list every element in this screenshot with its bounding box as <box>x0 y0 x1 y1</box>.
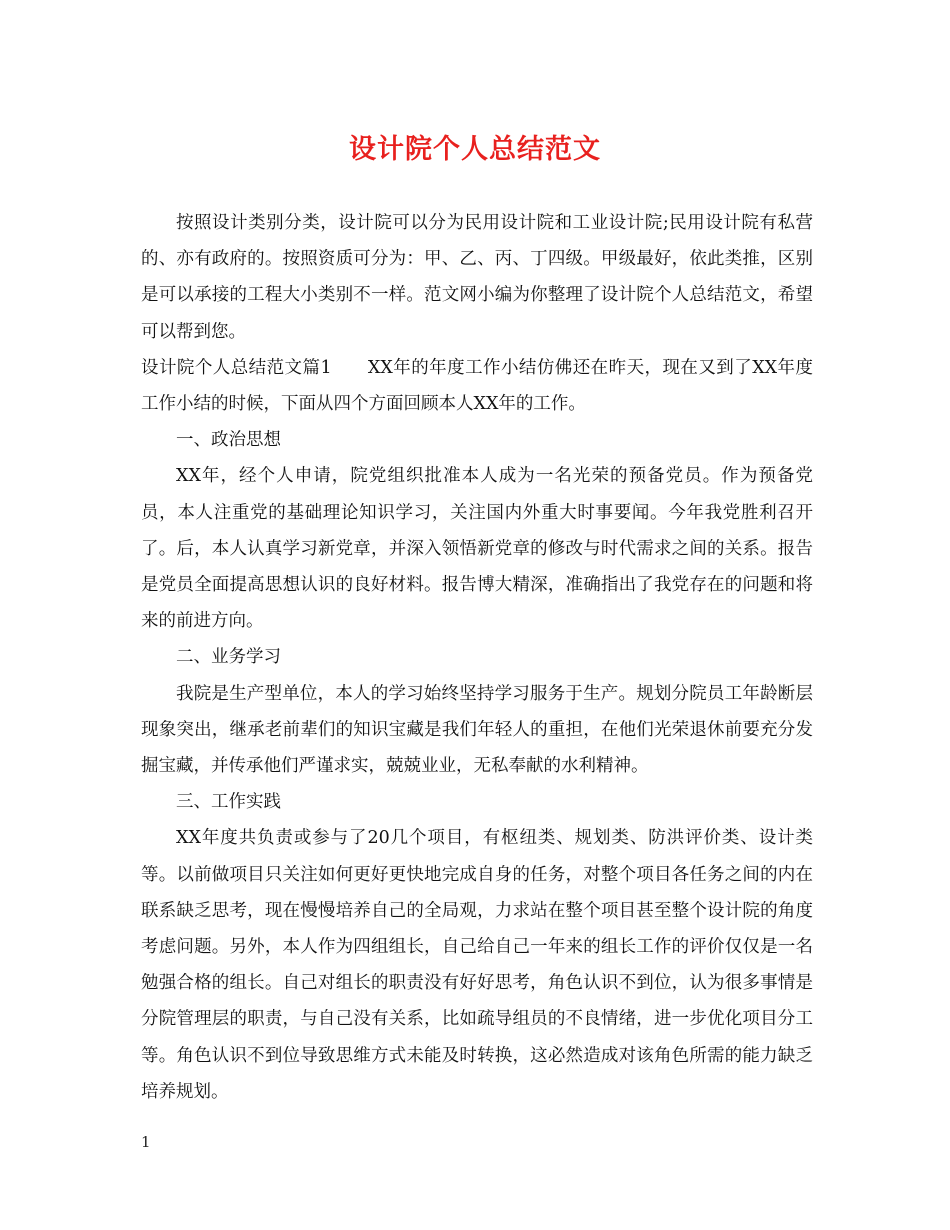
page-number: 1 <box>141 1133 151 1151</box>
study-paragraph: 我院是生产型单位，本人的学习始终坚持学习服务于生产。规划分院员工年龄断层现象突出，继承老前辈们的知识宝藏是我们年轻人的重担，在他们光荣退休前要充分发掘宝藏，并传承他们严谨求实，兢兢业业，无私奉献的水利精神。 <box>141 683 813 777</box>
politics-paragraph: XX年，经个人申请，院党组织批准本人成为一名光荣的预备党员。作为预备党员，本人注重党的基础理论知识学习，关注国内外重大时事要闻。今年我党胜利召开了。后，本人认真学习新党章，并深入领悟新党章的修改与时代需求之间的关系。报告是党员全面提高思想认识的良好材料。报告博大精深，准确指出了我党存在的问题和将来的前进方向。 <box>141 466 813 632</box>
section-heading-study: 二、业务学习 <box>176 647 281 668</box>
intro-paragraph: 按照设计类别分类，设计院可以分为民用设计院和工业设计院;民用设计院有私营的、亦有政府的。按照资质可分为：甲、乙、丙、丁四级。甲级最好，依此类推，区别是可以承接的工程大小类别不一样。范文网小编为你整理了设计院个人总结范文，希望可以帮到您。 <box>141 213 813 342</box>
section-heading-practice: 三、工作实践 <box>176 792 281 813</box>
section-heading-politics: 一、政治思想 <box>176 430 281 451</box>
article-lead-paragraph: 设计院个人总结范文篇1 XX年的年度工作小结仿佛还在昨天，现在又到了XX年度工作小结的时候，下面从四个方面回顾本人XX年的工作。 <box>141 357 813 415</box>
document-title: 设计院个人总结范文 <box>349 134 601 165</box>
practice-paragraph: XX年度共负责或参与了20几个项目，有枢纽类、规划类、防洪评价类、设计类等。以前做项目只关注如何更好更快地完成自身的任务，对整个项目各任务之间的内在联系缺乏思考，现在慢慢培养自己的全局观，力求站在整个项目甚至整个设计院的角度考虑问题。另外，本人作为四组组长，自己给自己一年来的组长工作的评价仅仅是一名勉强合格的组长。自己对组长的职责没有好好思考，角色认识不到位，认为很多事情是分院管理层的职责，与自己没有关系，比如疏导组员的不良情绪，进一步优化项目分工等。角色认识不到位导致思维方式未能及时转换，这必然造成对该角色所需的能力缺乏培养规划。 <box>141 828 813 1102</box>
document-body <box>141 205 813 1110</box>
